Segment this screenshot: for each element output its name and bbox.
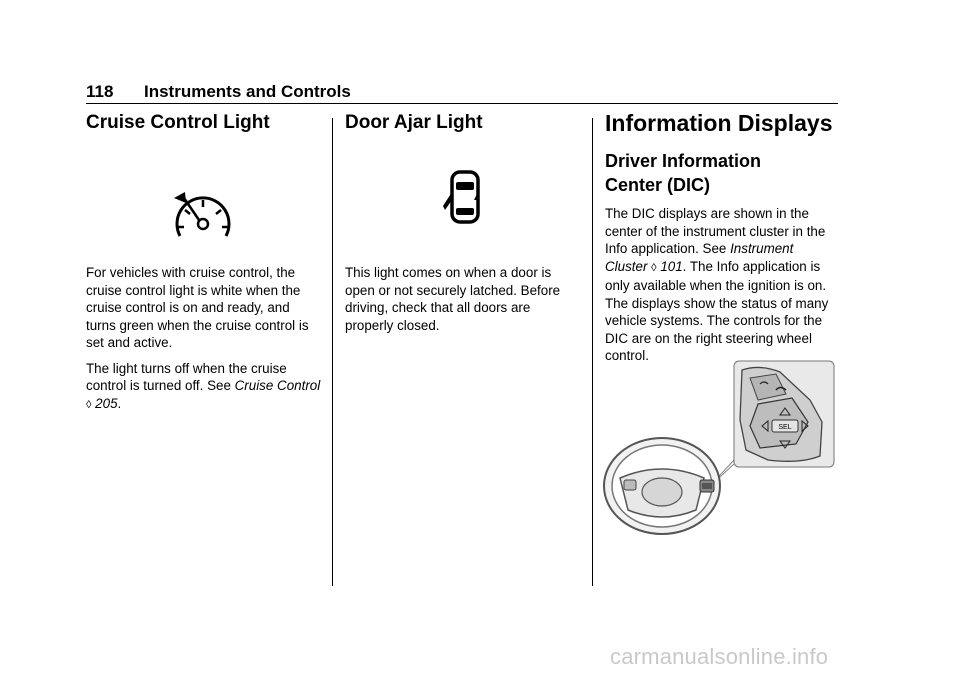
- dic-heading-line-1: Driver Information: [605, 151, 762, 171]
- watermark: carmanualsonline.info: [610, 644, 829, 669]
- page-number: 118: [86, 82, 114, 101]
- column-information-displays: [605, 110, 837, 365]
- column-door-ajar: [345, 112, 581, 334]
- dic-paragraph: The DIC displays are shown in the center of the instrument cluster in the Info application. See Instrument Cluster ◊ 101. The Info application is only available when the ignition is on. The displays show the status of many vehicle systems. The controls for the DIC are on the right steering wheel control.: [605, 206, 829, 363]
- cruise-paragraph-2: The light turns off when the cruise control is turned off. See Cruise Control ◊ 205.: [86, 360, 321, 411]
- dic-heading-line-2: Center (DIC): [605, 175, 711, 195]
- information-displays-title: Information Displays: [605, 110, 833, 136]
- instrument-cluster-page[interactable]: 101: [660, 258, 683, 274]
- cruise-paragraph-1: For vehicles with cruise control, the cruise control light is white when the cruise control is on and ready, and turns green when the cruise control is set and active.: [86, 265, 309, 350]
- sel-button-label: SEL: [778, 424, 792, 431]
- door-ajar-paragraph: This light comes on when a door is open or not securely latched. Before driving, check that all doors are properly closed.: [345, 265, 561, 333]
- page-ref-icon: ◊: [86, 398, 92, 411]
- door-icon-area: [345, 134, 581, 264]
- door-ajar-car-icon: [441, 170, 483, 226]
- section-title: Instruments and Controls: [144, 82, 351, 101]
- door-ajar-heading: Door Ajar Light: [345, 112, 483, 133]
- cruise-icon-area: [86, 134, 322, 264]
- steering-wheel-controls-icon: [600, 360, 840, 542]
- header-rule: [86, 103, 838, 104]
- page-header: [86, 82, 838, 104]
- instrument-cluster-link[interactable]: Instrument Cluster: [605, 241, 794, 274]
- cruise-control-page[interactable]: 205: [95, 395, 118, 411]
- column-divider-2: [592, 118, 593, 586]
- cruise-control-gauge-icon: [172, 188, 234, 244]
- cruise-control-heading: Cruise Control Light: [86, 112, 270, 133]
- column-cruise-control: [86, 112, 322, 414]
- column-divider-1: [332, 118, 333, 586]
- cruise-control-link[interactable]: Cruise Control: [234, 378, 321, 393]
- page-ref-icon: ◊: [651, 261, 657, 274]
